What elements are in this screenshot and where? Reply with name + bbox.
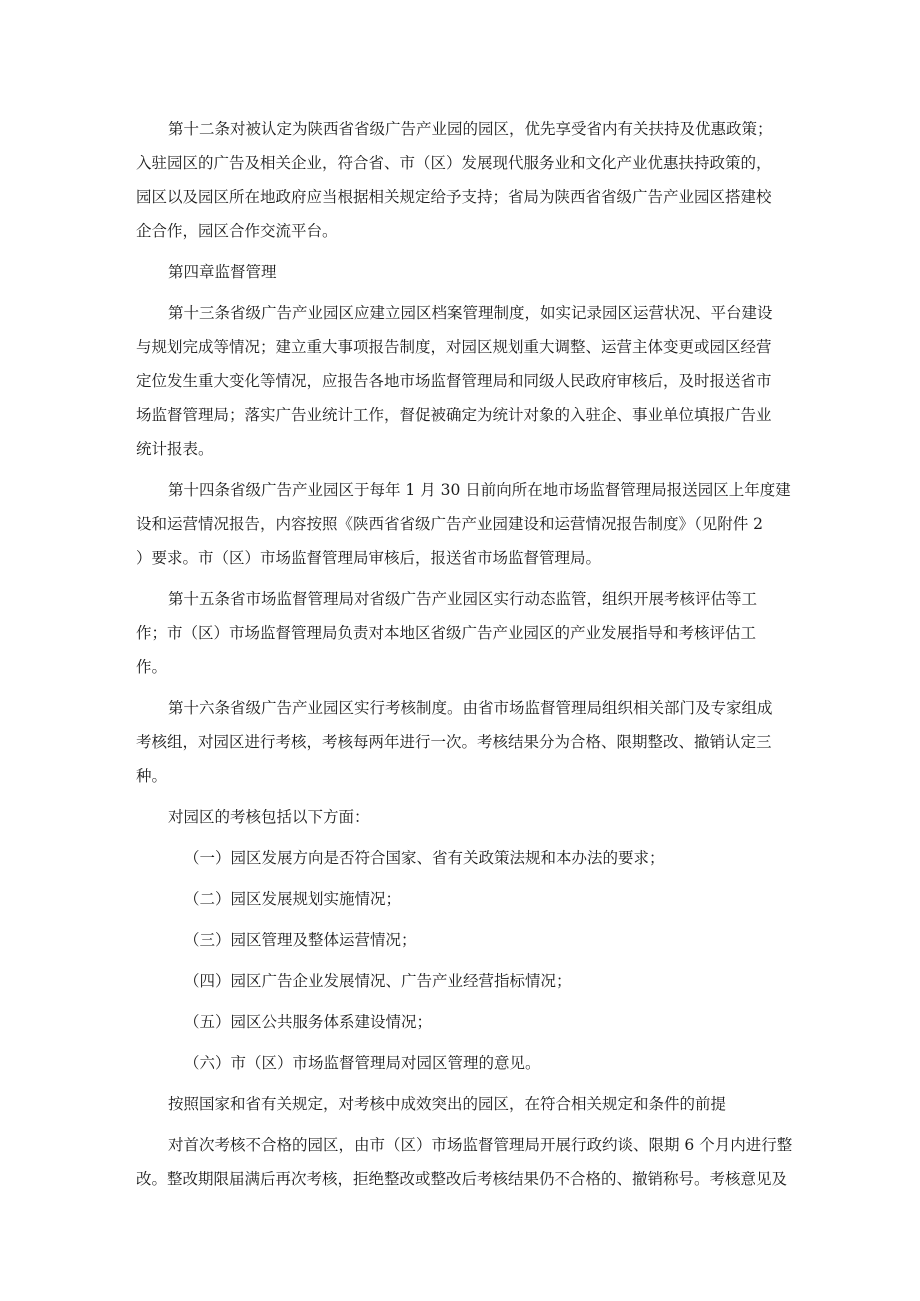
assessment-item: [136, 964, 796, 998]
text-line: （三）园区管理及整体运营情况；: [184, 931, 417, 949]
assessment-item: [136, 841, 796, 875]
article-paragraph: [136, 296, 796, 466]
text-line: 园区以及园区所在地政府应当根据相关规定给予支持；省局为陕西省省级广告产业园区搭建校: [136, 188, 772, 206]
text-line: 作。: [136, 658, 168, 676]
assessment-item: [136, 1005, 796, 1039]
text-line: 第十三条省级广告产业园区应建立园区档案管理制度，如实记录园区运营状况、平台建设: [168, 304, 773, 322]
text-line: 企合作，园区合作交流平台。: [136, 222, 338, 240]
assessment-item: [136, 882, 796, 916]
text-line: 与规划完成等情况；建立重大事项报告制度，对园区规划重大调整、运营主体变更或园区经营: [136, 338, 772, 356]
assessment-item: [136, 1046, 796, 1080]
text-line: 统计报表。: [136, 440, 214, 458]
article-paragraph: [136, 582, 796, 684]
text-line: 对首次考核不合格的园区，由市（区）市场监督管理局开展行政约谈、限期 6 个月内进行整: [168, 1136, 793, 1154]
article-paragraph: [136, 1087, 796, 1121]
text-line: （一）园区发展方向是否符合国家、省有关政策法规和本办法的要求；: [184, 849, 665, 867]
chapter-heading: [136, 255, 796, 289]
text-line: 第十六条省级广告产业园区实行考核制度。由省市场监督管理局组织相关部门及专家组成: [168, 699, 773, 717]
text-line: 种。: [136, 767, 168, 785]
text-line: 第十四条省级广告产业园区于每年 1 月 30 日前向所在地市场监督管理局报送园区上年度建: [168, 481, 791, 499]
text-line: 第四章监督管理: [168, 263, 277, 281]
text-line: 第十二条对被认定为陕西省省级广告产业园的园区，优先享受省内有关扶持及优惠政策；: [168, 120, 773, 138]
text-line: 入驻园区的广告及相关企业，符合省、市（区）发展现代服务业和文化产业优惠扶持政策的，: [136, 154, 772, 172]
text-line: ）要求。市（区）市场监督管理局审核后，报送省市场监督管理局。: [136, 549, 602, 567]
text-line: 场监督管理局；落实广告业统计工作，督促被确定为统计对象的入驻企、事业单位填报广告业: [136, 406, 772, 424]
text-line: 定位发生重大变化等情况，应报告各地市场监督管理局和同级人民政府审核后，及时报送省市: [136, 372, 772, 390]
article-paragraph: [136, 691, 796, 793]
text-line: （六）市（区）市场监督管理局对园区管理的意见。: [184, 1054, 541, 1072]
text-line: （五）园区公共服务体系建设情况；: [184, 1013, 433, 1031]
assessment-item: [136, 923, 796, 957]
document-body: [136, 112, 796, 1203]
text-line: 作；市（区）市场监督管理局负责对本地区省级广告产业园区的产业发展指导和考核评估工: [136, 624, 757, 642]
text-line: 考核组，对园区进行考核，考核每两年进行一次。考核结果分为合格、限期整改、撤销认定三: [136, 733, 772, 751]
text-line: 对园区的考核包括以下方面：: [168, 808, 370, 826]
text-line: 设和运营情况报告，内容按照《陕西省省级广告产业园建设和运营情况报告制度》（见附件 2: [136, 515, 764, 533]
article-paragraph: [136, 1128, 796, 1196]
text-line: 按照国家和省有关规定，对考核中成效突出的园区，在符合相关规定和条件的前提: [168, 1095, 727, 1113]
text-line: （二）园区发展规划实施情况；: [184, 890, 402, 908]
article-paragraph: [136, 112, 796, 248]
article-paragraph: [136, 473, 796, 575]
text-line: 第十五条省市场监督管理局对省级广告产业园区实行动态监管，组织开展考核评估等工: [168, 590, 758, 608]
article-paragraph: [136, 800, 796, 834]
text-line: （四）园区广告企业发展情况、广告产业经营指标情况；: [184, 972, 572, 990]
text-line: 改。整改期限届满后再次考核，拒绝整改或整改后考核结果仍不合格的、撤销称号。考核意见及: [136, 1170, 788, 1188]
